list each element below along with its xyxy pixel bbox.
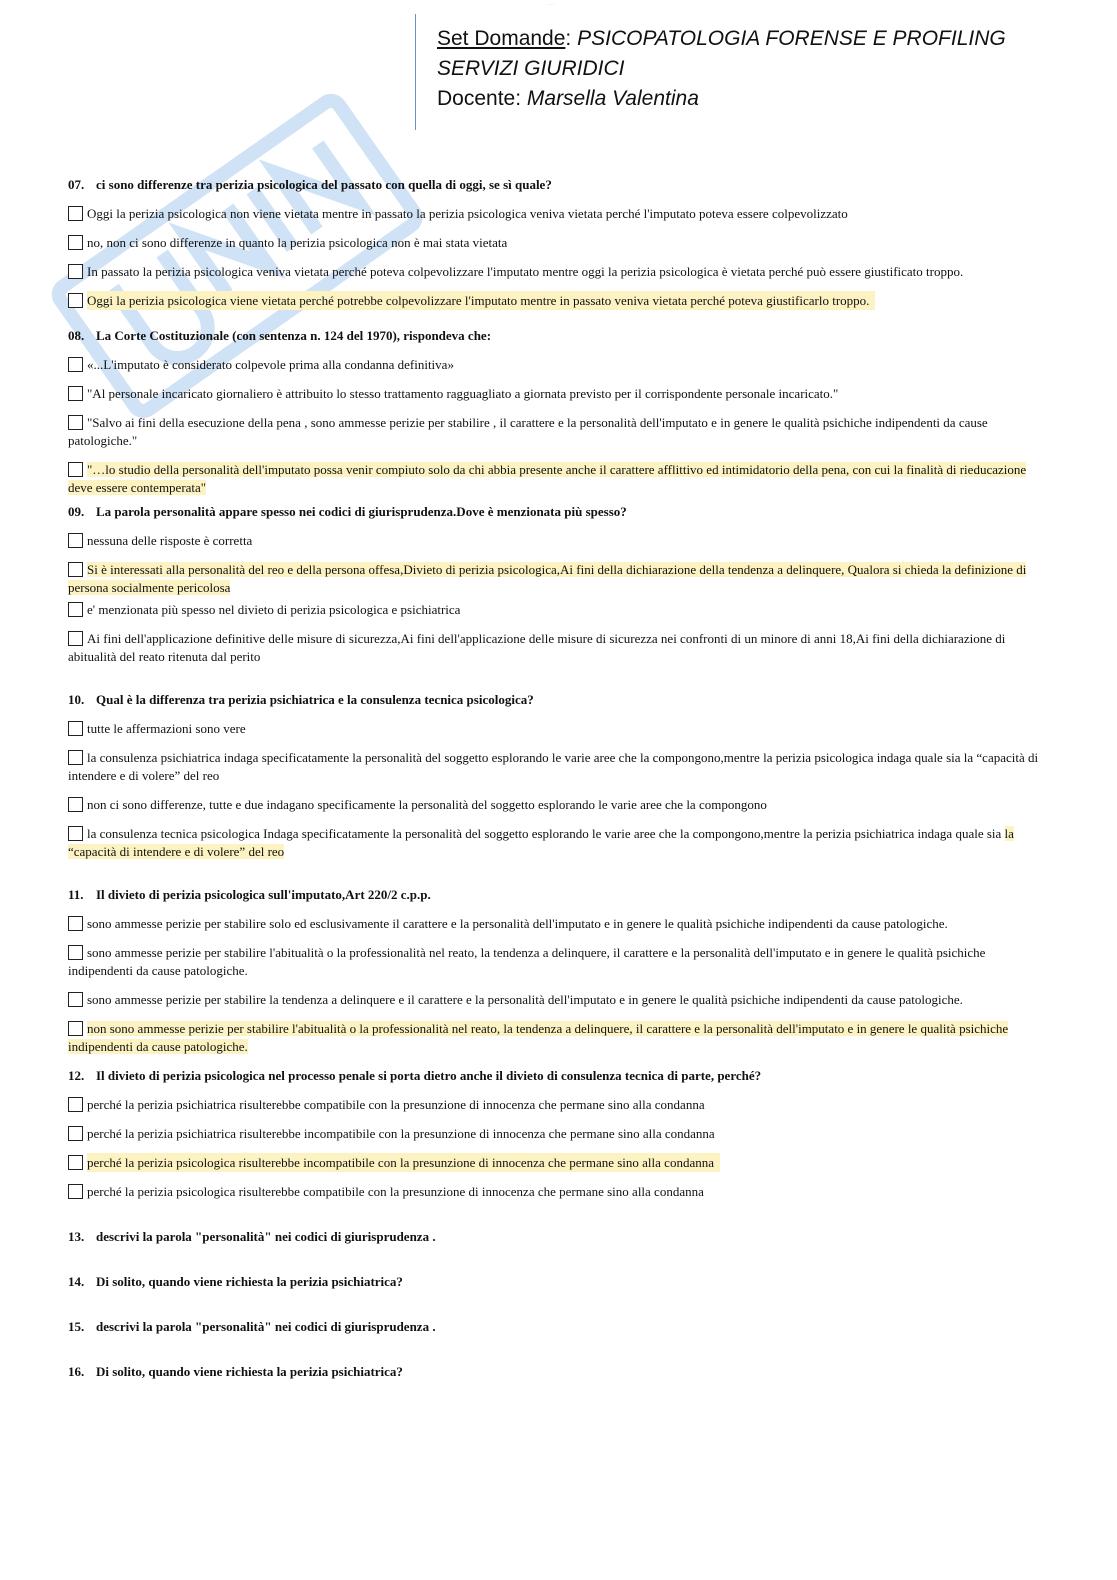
answer-option[interactable] (68, 263, 1043, 281)
checkbox[interactable] (68, 1155, 83, 1170)
open-question (68, 1228, 1043, 1246)
question-number: 12. (68, 1068, 85, 1083)
question-title (68, 1067, 1043, 1085)
question-number: 10. (68, 692, 85, 707)
checkbox[interactable] (68, 1184, 83, 1199)
option-text: Oggi la perizia psicologica viene vietata perché potrebbe colpevolizzare l'imputato mentre in passato veniva vietata perché poteva giustificarlo troppo. (87, 291, 875, 310)
question-text: La Corte Costituzionale (con sentenza n. 124 del 1970), rispondeva che: (96, 328, 492, 343)
checkbox[interactable] (68, 631, 83, 646)
answer-option-highlighted[interactable] (68, 292, 1043, 310)
answer-option[interactable] (68, 1096, 1043, 1114)
question-list (68, 176, 1043, 1392)
option-text: sono ammesse perizie per stabilire solo ed esclusivamente il carattere e la personalità dell'imputato e in genere le qualità psichiche indipendenti da cause patologiche. (87, 916, 948, 931)
teacher-line (437, 84, 1006, 114)
answer-option-highlighted[interactable] (68, 1154, 1043, 1172)
option-text: perché la perizia psicologica risulterebbe compatibile con la presunzione di innocenza che permane sino alla condanna (87, 1184, 704, 1199)
open-question (68, 1273, 1043, 1291)
checkbox[interactable] (68, 357, 83, 372)
question-number: 11. (68, 887, 84, 902)
answer-option[interactable] (68, 944, 1043, 980)
answer-option[interactable] (68, 532, 1043, 550)
checkbox[interactable] (68, 916, 83, 931)
checkbox[interactable] (68, 206, 83, 221)
checkbox[interactable] (68, 750, 83, 765)
set-separator: : (565, 27, 578, 50)
question-text: Di solito, quando viene richiesta la perizia psichiatrica? (96, 1274, 403, 1289)
question-number: 09. (68, 504, 85, 519)
checkbox[interactable] (68, 235, 83, 250)
question-text: descrivi la parola "personalità" nei codici di giurisprudenza . (96, 1319, 436, 1334)
option-text: Si è interessati alla personalità del reo e della persona offesa,Divieto di perizia psicologica,Ai fini della dichiarazione della tendenza a delinquere, Qualora si chieda la definizione di persona socialmente pericolosa (68, 562, 1027, 595)
option-text: In passato la perizia psicologica veniva vietata perché poteva colpevolizzare l'imputato mentre oggi la perizia psicologica è vietata perché può essere giustificato troppo. (87, 264, 964, 279)
option-text: perché la perizia psichiatrica risulterebbe incompatibile con la presunzione di innocenza che permane sino alla condanna (87, 1126, 715, 1141)
course-title: PSICOPATOLOGIA FORENSE E PROFILING (577, 27, 1006, 50)
question-title (68, 327, 1043, 345)
answer-option[interactable] (68, 991, 1043, 1009)
question-text: Qual è la differenza tra perizia psichiatrica e la consulenza tecnica psicologica? (96, 692, 534, 707)
checkbox[interactable] (68, 945, 83, 960)
checkbox[interactable] (68, 992, 83, 1007)
question-number: 15. (68, 1319, 85, 1334)
answer-option[interactable] (68, 385, 1043, 403)
checkbox[interactable] (68, 386, 83, 401)
program-line (437, 54, 1006, 84)
option-text: sono ammesse perizie per stabilire la tendenza a delinquere e il carattere e la personalità dell'imputato e in genere le qualità psichiche indipendenti da cause patologiche. (87, 992, 963, 1007)
checkbox[interactable] (68, 797, 83, 812)
answer-option[interactable] (68, 601, 1043, 619)
spacer (68, 872, 1043, 886)
answer-option[interactable] (68, 234, 1043, 252)
teacher-label: Docente: (437, 87, 527, 110)
question-number: 14. (68, 1274, 85, 1289)
option-text: tutte le affermazioni sono vere (87, 721, 246, 736)
checkbox[interactable] (68, 721, 83, 736)
option-text: perché la perizia psicologica risulterebbe incompatibile con la presunzione di innocenza che permane sino alla condanna (87, 1153, 720, 1172)
option-text: non ci sono differenze, tutte e due indagano specificamente la personalità del soggetto esplorando le varie aree che la compongono (87, 797, 767, 812)
option-text: non sono ammesse perizie per stabilire l'abitualità o la professionalità nel reato, la tendenza a delinquere, il carattere e la personalità dell'imputato e in genere le qualità psichiche indipendenti da cause patologiche. (68, 1021, 1009, 1054)
option-text: la consulenza psichiatrica indaga specificatamente la personalità del soggetto esplorando le varie aree che la compongono,mentre la perizia psicologica indaga quale sia la “capacità di intendere e di volere” del reo (68, 750, 1039, 783)
answer-option-highlighted[interactable] (68, 561, 1043, 597)
answer-option[interactable] (68, 414, 1043, 450)
checkbox[interactable] (68, 462, 83, 477)
option-text-highlight: la “capacità di intendere e di volere” del reo (68, 826, 1014, 859)
checkbox[interactable] (68, 602, 83, 617)
question-number: 07. (68, 177, 85, 192)
question-title (68, 503, 1043, 521)
question-number: 13. (68, 1229, 85, 1244)
question-text: descrivi la parola "personalità" nei codici di giurisprudenza . (96, 1229, 436, 1244)
option-text: la consulenza tecnica psicologica Indaga specificatamente la personalità del soggetto esplorando le varie aree che la compongono,mentre la perizia psichiatrica indaga quale sia (87, 826, 1005, 841)
answer-option[interactable] (68, 630, 1043, 666)
question-text: Di solito, quando viene richiesta la perizia psichiatrica? (96, 1364, 403, 1379)
checkbox[interactable] (68, 293, 83, 308)
answer-option[interactable] (68, 356, 1043, 374)
document-header (437, 24, 1006, 114)
teacher-name: Marsella Valentina (526, 87, 699, 110)
header-divider (415, 14, 416, 130)
option-text: sono ammesse perizie per stabilire l'abitualità o la professionalità nel reato, la tendenza a delinquere, il carattere e la personalità dell'imputato e in genere le qualità psichiche indipendenti da cause patologiche. (68, 945, 986, 978)
checkbox[interactable] (68, 1126, 83, 1141)
answer-option-highlighted[interactable] (68, 461, 1043, 497)
answer-option[interactable] (68, 205, 1043, 223)
checkbox[interactable] (68, 1021, 83, 1036)
answer-option[interactable] (68, 720, 1043, 738)
checkbox[interactable] (68, 415, 83, 430)
top-mark: ····· (548, 2, 555, 7)
checkbox[interactable] (68, 826, 83, 841)
answer-option-highlighted[interactable] (68, 1020, 1043, 1056)
spacer (68, 677, 1043, 691)
option-text: perché la perizia psichiatrica risulterebbe compatibile con la presunzione di innocenza che permane sino alla condanna (87, 1097, 705, 1112)
answer-option[interactable] (68, 796, 1043, 814)
checkbox[interactable] (68, 1097, 83, 1112)
question-text: Il divieto di perizia psicologica sull'imputato,Art 220/2 c.p.p. (96, 887, 431, 902)
question-title (68, 691, 1043, 709)
question-text: Il divieto di perizia psicologica nel processo penale si porta dietro anche il divieto di consulenza tecnica di parte, perché? (96, 1068, 762, 1083)
program-name: SERVIZI GIURIDICI (437, 57, 625, 80)
option-text: "Salvo ai fini della esecuzione della pena , sono ammesse perizie per stabilire , il carattere e la personalità dell'imputato e in genere le qualità psichiche indipendenti da cause patologiche." (68, 415, 988, 448)
open-question (68, 1318, 1043, 1336)
question-number: 08. (68, 328, 85, 343)
option-text: "Al personale incaricato giornaliero è attribuito lo stesso trattamento ragguagliato a giornata previsto per il corrispondente personale incaricato." (87, 386, 839, 401)
answer-option[interactable] (68, 1183, 1043, 1201)
set-title-line (437, 24, 1006, 54)
answer-option-highlighted[interactable] (68, 825, 1043, 861)
option-text: Ai fini dell'applicazione definitive delle misure di sicurezza,Ai fini dell'applicazione delle misure di sicurezza nei confronti di un minore di anni 18,Ai fini della dichiarazione di abitualità del reato ritenuta dal perito (68, 631, 1006, 664)
question-text: ci sono differenze tra perizia psicologica del passato con quella di oggi, se sì quale? (96, 177, 552, 192)
option-text: e' menzionata più spesso nel divieto di perizia psicologica e psichiatrica (87, 602, 461, 617)
answer-option[interactable] (68, 1125, 1043, 1143)
checkbox[interactable] (68, 264, 83, 279)
option-text: «...L'imputato è considerato colpevole prima alla condanna definitiva» (87, 357, 454, 372)
question-text: La parola personalità appare spesso nei codici di giurisprudenza.Dove è menzionata più spesso? (96, 504, 627, 519)
answer-option[interactable] (68, 915, 1043, 933)
option-text: "…lo studio della personalità dell'imputato possa venir compiuto solo da chi abbia presente anche il carattere afflittivo ed intimidatorio della pena, con cui la finalità di rieducazione deve essere contemperata" (68, 462, 1027, 495)
option-text: Oggi la perizia psicologica non viene vietata mentre in passato la perizia psicologica veniva vietata perché l'imputato poteva essere colpevolizzato (87, 206, 848, 221)
checkbox[interactable] (68, 533, 83, 548)
answer-option[interactable] (68, 749, 1043, 785)
question-title (68, 176, 1043, 194)
spacer (68, 1212, 1043, 1228)
question-title (68, 886, 1043, 904)
option-text: nessuna delle risposte è corretta (87, 533, 253, 548)
question-number: 16. (68, 1364, 85, 1379)
option-text: no, non ci sono differenze in quanto la perizia psicologica non è mai stata vietata (87, 235, 508, 250)
checkbox[interactable] (68, 562, 83, 577)
open-question (68, 1363, 1043, 1381)
set-label: Set Domande (437, 27, 566, 50)
